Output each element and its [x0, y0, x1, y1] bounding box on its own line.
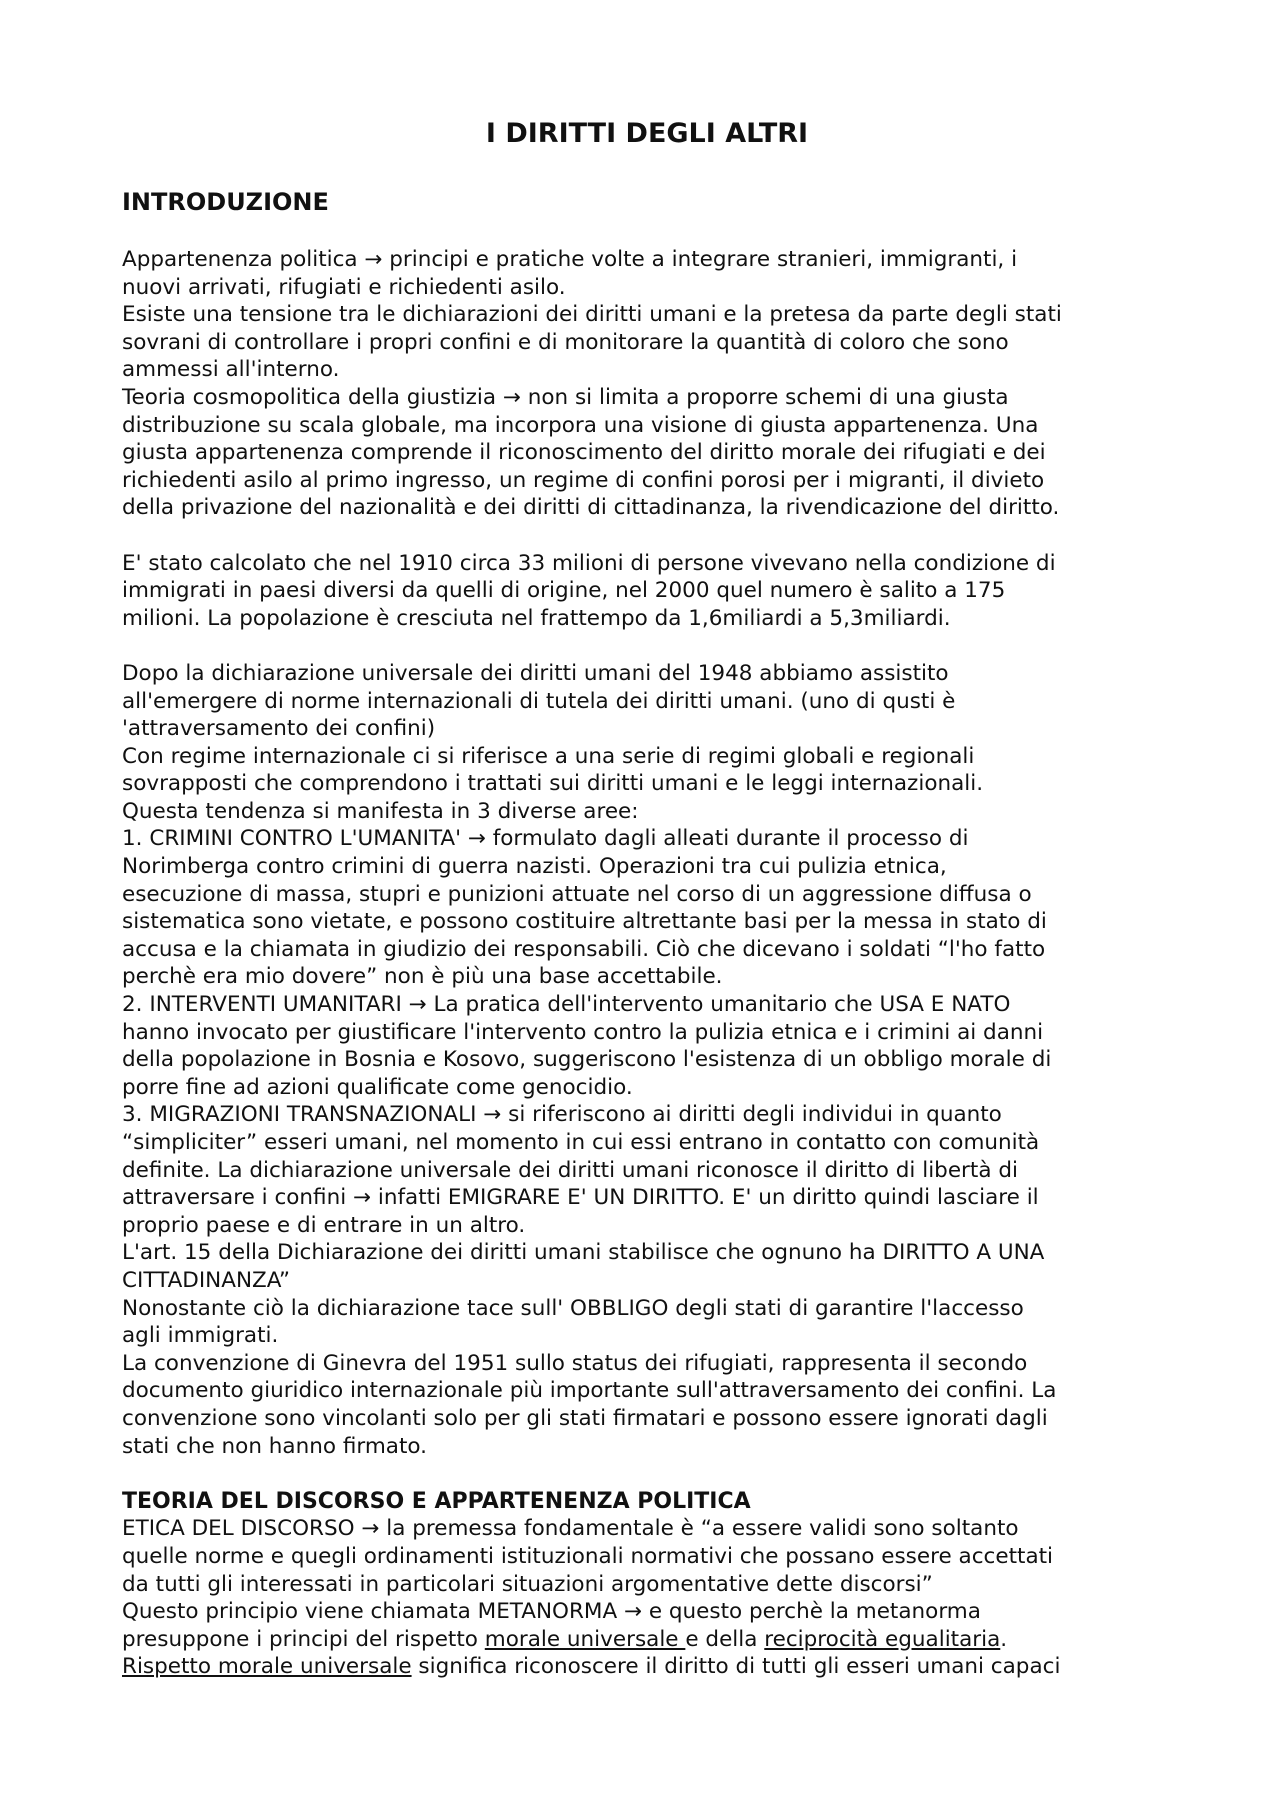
text-line: nuovi arrivati, rifugiati e richiedenti asilo.	[122, 274, 566, 300]
text-line: 'attraversamento dei confini)	[122, 716, 436, 742]
text-line: sovrani di controllare i propri confini e di monitorare la quantità di coloro che sono	[122, 329, 1009, 355]
text-line: “simpliciter” esseri umani, nel momento in cui essi entrano in contatto con comunità	[122, 1130, 1040, 1155]
text-line: milioni. La popolazione è cresciuta nel frattempo da 1,6miliardi a 5,3miliardi.	[122, 605, 951, 631]
text-span: presuppone i principi del rispetto	[122, 1626, 485, 1652]
text-span: e della	[685, 1626, 765, 1652]
paragraph-intro-3	[122, 660, 1172, 1460]
text-line: Norimberga contro crimini di guerra nazisti. Operazioni tra cui pulizia etnica,	[122, 854, 947, 880]
text-line: Con regime internazionale ci si riferisce a una serie di regimi globali e regionali	[122, 743, 975, 769]
text-line: Appartenenza politica → principi e pratiche volte a integrare stranieri, immigranti, i	[122, 247, 1018, 272]
section-heading-teoria-del-discorso: TEORIA DEL DISCORSO E APPARTENENZA POLITICA	[122, 1488, 751, 1514]
section-heading-introduzione: INTRODUZIONE	[122, 188, 329, 216]
text-line-mixed	[122, 1653, 1172, 1681]
text-line: Dopo la dichiarazione universale dei diritti umani del 1948 abbiamo assistito	[122, 660, 949, 686]
document-page	[122, 116, 1172, 1681]
text-line: CITTADINANZA”	[122, 1267, 290, 1293]
underlined-term-rispetto-morale-universale: Rispetto morale universale	[122, 1654, 412, 1680]
text-line: definite. La dichiarazione universale dei diritti umani riconosce il diritto di libertà di	[122, 1157, 1018, 1183]
document-title: I DIRITTI DEGLI ALTRI	[485, 118, 809, 149]
text-line: documento giuridico internazionale più importante sull'attraversamento dei confini. La	[122, 1378, 1057, 1404]
text-line: quelle norme e quegli ordinamenti istituzionali normativi che possano essere accettati	[122, 1543, 1054, 1569]
text-line: stati che non hanno firmato.	[122, 1433, 427, 1459]
text-line: esecuzione di massa, stupri e punizioni attuate nel corso di un aggressione diffusa o	[122, 881, 1032, 907]
paragraph-discourse	[122, 1515, 1172, 1681]
underlined-term-reciprocita-egualitaria: reciprocità egualitaria	[764, 1626, 1001, 1652]
text-line: perchè era mio dovere” non è più una base accettabile.	[122, 964, 723, 990]
text-line: giusta appartenenza comprende il riconoscimento del diritto morale dei rifugiati e dei	[122, 440, 1046, 466]
text-line: da tutti gli interessati in particolari situazioni argomentative dette discorsi”	[122, 1571, 933, 1597]
text-line: distribuzione su scala globale, ma incorpora una visione di giusta appartenenza. Una	[122, 412, 1039, 438]
underlined-term-morale-universale: morale universale	[484, 1626, 686, 1652]
text-line: della popolazione in Bosnia e Kosovo, suggeriscono l'esistenza di un obbligo morale di	[122, 1047, 1052, 1073]
text-line: La convenzione di Ginevra del 1951 sullo status dei rifugiati, rappresenta il secondo	[122, 1350, 1028, 1376]
text-span: significa riconoscere il diritto di tutti gli esseri umani capaci	[411, 1654, 1061, 1680]
text-line: accusa e la chiamata in giudizio dei responsabili. Ciò che dicevano i soldati “l'ho fatto	[122, 936, 1046, 962]
text-line: ETICA DEL DISCORSO → la premessa fondamentale è “a essere validi sono soltanto	[122, 1516, 1019, 1542]
text-line: proprio paese e di entrare in un altro.	[122, 1212, 526, 1238]
text-line: agli immigrati.	[122, 1323, 279, 1349]
text-line: hanno invocato per giustificare l'intervento contro la pulizia etnica e i crimini ai danni	[122, 1019, 1044, 1045]
paragraph-intro-2	[122, 550, 1172, 633]
text-line: attraversare i confini → infatti EMIGRARE E' UN DIRITTO. E' un diritto quindi lasciare il	[122, 1185, 1039, 1211]
text-span: .	[1000, 1626, 1008, 1652]
text-line: 3. MIGRAZIONI TRANSNAZIONALI → si riferiscono ai diritti degli individui in quanto	[122, 1102, 1002, 1128]
text-line: Esiste una tensione tra le dichiarazioni dei diritti umani e la pretesa da parte degli stati	[122, 302, 1062, 328]
text-line: Teoria cosmopolitica della giustizia → non si limita a proporre schemi di una giusta	[122, 384, 1009, 410]
text-line: all'emergere di norme internazionali di tutela dei diritti umani. (uno di qusti è	[122, 688, 956, 714]
paragraph-intro-1	[122, 246, 1172, 522]
text-line: ammessi all'interno.	[122, 357, 340, 383]
text-line-mixed	[122, 1626, 1172, 1654]
text-line: sovrapposti che comprendono i trattati sui diritti umani e le leggi internazionali.	[122, 771, 984, 797]
text-line: Nonostante ciò la dichiarazione tace sull' OBBLIGO degli stati di garantire l'laccesso	[122, 1295, 1024, 1321]
text-line: Questo principio viene chiamata METANORMA → e questo perchè la metanorma	[122, 1599, 981, 1625]
text-line: 2. INTERVENTI UMANITARI → La pratica dell'intervento umanitario che USA E NATO	[122, 992, 1011, 1018]
text-line: Questa tendenza si manifesta in 3 diverse aree:	[122, 798, 639, 824]
text-line: porre fine ad azioni qualificate come genocidio.	[122, 1074, 633, 1100]
text-line: E' stato calcolato che nel 1910 circa 33 milioni di persone vivevano nella condizione di	[122, 550, 1056, 576]
text-line: sistematica sono vietate, e possono costituire altrettante basi per la messa in stato di	[122, 909, 1047, 935]
text-line: L'art. 15 della Dichiarazione dei diritti umani stabilisce che ognuno ha DIRITTO A UNA	[122, 1240, 1045, 1266]
text-line: 1. CRIMINI CONTRO L'UMANITA' → formulato dagli alleati durante il processo di	[122, 826, 969, 852]
text-line: immigrati in paesi diversi da quelli di origine, nel 2000 quel numero è salito a 175	[122, 578, 1006, 604]
text-line: richiedenti asilo al primo ingresso, un regime di confini porosi per i migranti, il divieto	[122, 467, 1045, 493]
text-line: convenzione sono vincolanti solo per gli stati firmatari e possono essere ignorati dagli	[122, 1405, 1048, 1431]
text-line: della privazione del nazionalità e dei diritti di cittadinanza, la rivendicazione del diritto.	[122, 495, 1060, 521]
